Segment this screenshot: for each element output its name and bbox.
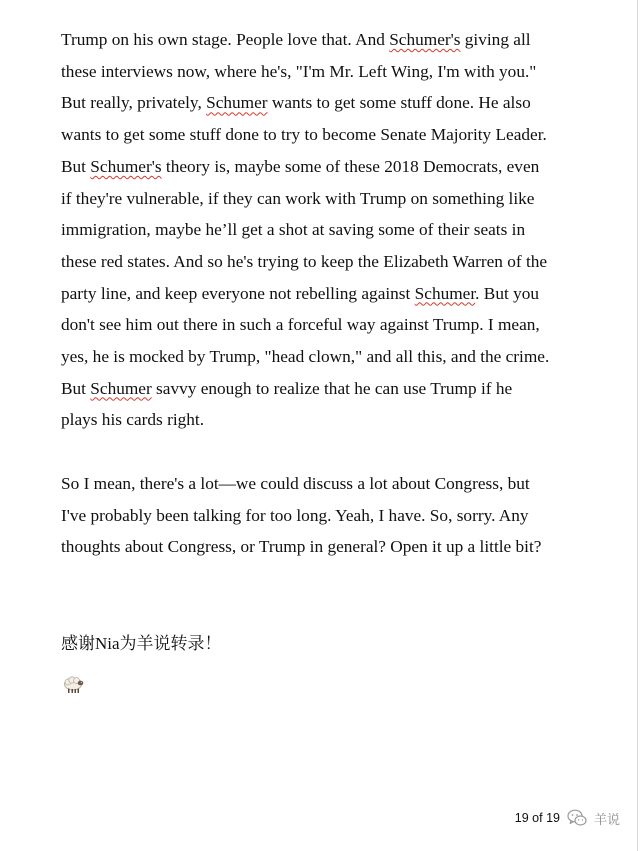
paragraph-1 (61, 24, 581, 436)
paragraph-spacer (61, 436, 581, 468)
page-edge-divider (637, 0, 638, 851)
paragraph-2 (61, 468, 581, 563)
text-line: plays his cards right. (61, 410, 205, 430)
text-line: immigration, maybe he’ll get a shot at saving some of their seats in (61, 220, 526, 240)
text-line: But Schumer's theory is, maybe some of these 2018 Democrats, even (61, 156, 540, 176)
text-line: wants to get some stuff done to try to become Senate Majority Leader. (61, 125, 547, 145)
spellcheck-flagged-word[interactable]: Schumer's (389, 30, 461, 49)
text-line: But Schumer savvy enough to realize that he can use Trump if he (61, 378, 513, 398)
text-line: if they're vulnerable, if they can work with Trump on something like (61, 188, 535, 208)
spellcheck-flagged-word[interactable]: Schumer (206, 93, 268, 113)
text-line: But really, privately, Schumer wants to get some stuff done. He also (61, 93, 531, 113)
spellcheck-flagged-word[interactable]: Schumer (414, 283, 476, 303)
text-line: these red states. And so he's trying to keep the Elizabeth Warren of the (61, 251, 548, 271)
text-line: don't see him out there in such a forceful way against Trump. I mean, (61, 315, 540, 335)
text-line: these interviews now, where he's, "I'm Mr. Left Wing, I'm with you." (61, 61, 537, 81)
spellcheck-flagged-word[interactable]: Schumer's (90, 156, 162, 176)
text-line: party line, and keep everyone not rebelling against Schumer. But you (61, 283, 540, 303)
wechat-icon (566, 807, 588, 829)
text-line: So I mean, there's a lot—we could discuss a lot about Congress, but (61, 473, 530, 493)
text-line: I've probably been talking for too long. Yeah, I have. So, sorry. Any (61, 505, 529, 525)
watermark-text: 羊说 (593, 812, 620, 828)
sheep-icon (61, 672, 85, 696)
transcription-thanks-note: 感谢Nia为羊说转录！ (61, 634, 222, 653)
page-number-indicator: 19 of 19 (514, 811, 560, 825)
text-line: yes, he is mocked by Trump, "head clown," and all this, and the crime. (61, 347, 550, 367)
page-footer (515, 805, 620, 831)
spellcheck-flagged-word[interactable]: Schumer (90, 378, 152, 398)
document-body (61, 24, 581, 563)
text-line: Trump on his own stage. People love that. And Schumer's giving all (61, 30, 531, 49)
text-line: thoughts about Congress, or Trump in general? Open it up a little bit? (61, 537, 542, 557)
